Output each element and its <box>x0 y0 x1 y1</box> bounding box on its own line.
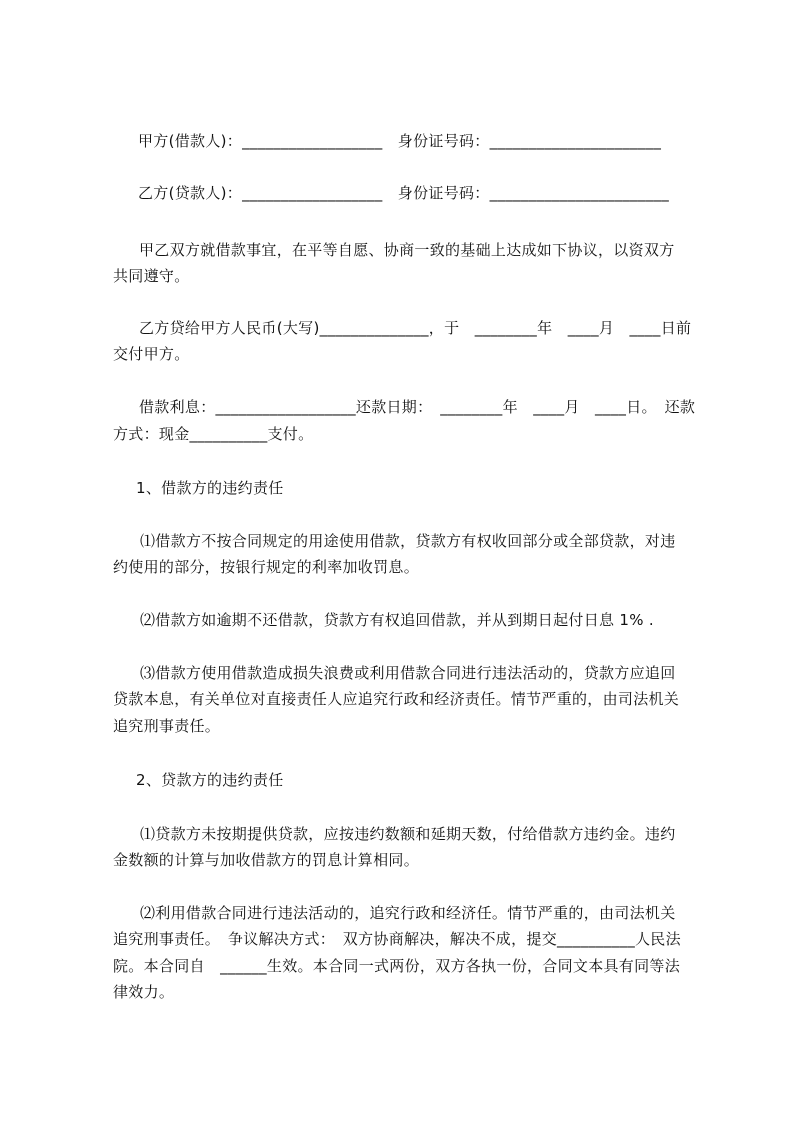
interest-line-2: 方式：现金__________支付。 <box>113 425 314 443</box>
section2-item2-line-2: 追究刑事责任。 争议解决方式： 双方协商解决，解决不成，提交__________人民法 <box>113 930 681 948</box>
section1-item3-line-1: ⑶借款方使用借款造成损失浪费或利用借款合同进行违法活动的，贷款方应追回 <box>140 664 676 682</box>
section1-item3-line-3: 追究刑事责任。 <box>113 717 221 735</box>
party-a-line: 甲方(借款人)：__________________ 身份证号码：______________________ <box>138 132 662 150</box>
section2-item2-line-4: 律效力。 <box>113 983 175 1001</box>
preamble-line-1: 甲乙双方就借款事宜，在平等自愿、协商一致的基础上达成如下协议，以资双方 <box>139 241 675 259</box>
interest-line-1: 借款利息：__________________还款日期： ________年 ____月 ____日。 还款 <box>139 398 696 416</box>
section1-item1-line-2: 约使用的部分，按银行规定的利率加收罚息。 <box>113 558 420 576</box>
loan-amount-line-1: 乙方贷给甲方人民币(大写)______________，于 ________年 ____月 ____日前 <box>139 319 692 337</box>
section2-item2-line-1: ⑵利用借款合同进行违法活动的，追究行政和经济任。情节严重的，由司法机关 <box>140 904 676 922</box>
section2-item2-line-3: 院。本合同自 ______生效。本合同一式两份，双方各执一份，合同文本具有同等法 <box>113 957 681 975</box>
section1-item2-line-1: ⑵借款方如逾期不还借款，贷款方有权追回借款，并从到期日起付日息 1% . <box>140 611 654 629</box>
section2-item1-line-1: ⑴贷款方未按期提供贷款，应按违约数额和延期天数，付给借款方违约金。违约 <box>140 825 676 843</box>
party-b-line: 乙方(贷款人)：__________________ 身份证号码：_______________________ <box>138 184 670 202</box>
section1-item1-line-1: ⑴借款方不按合同规定的用途使用借款，贷款方有权收回部分或全部贷款，对违 <box>140 532 676 550</box>
section2-heading: 2、贷款方的违约责任 <box>136 771 284 789</box>
loan-amount-line-2: 交付甲方。 <box>113 345 190 363</box>
preamble-line-2: 共同遵守。 <box>113 267 190 285</box>
section2-item1-line-2: 金数额的计算与加收借款方的罚息计算相同。 <box>113 851 420 869</box>
section1-item3-line-2: 贷款本息，有关单位对直接责任人应追究行政和经济责任。情节严重的，由司法机关 <box>113 690 680 708</box>
section1-heading: 1、借款方的违约责任 <box>136 479 284 497</box>
